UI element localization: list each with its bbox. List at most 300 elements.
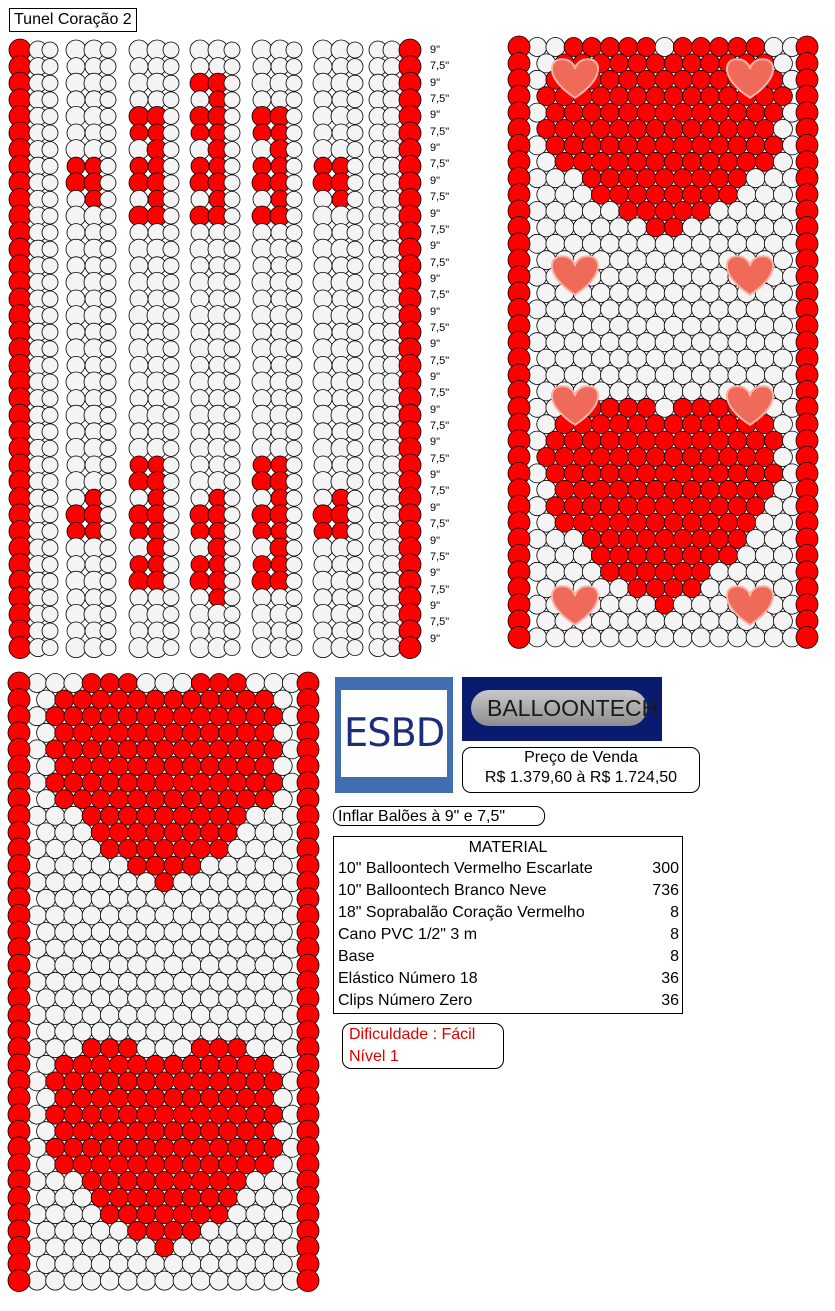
white-balloon bbox=[528, 38, 547, 57]
red-balloon bbox=[637, 38, 656, 57]
size-label: 7,5" bbox=[430, 289, 450, 302]
red-balloon bbox=[728, 530, 747, 549]
white-balloon bbox=[347, 75, 363, 91]
red-balloon bbox=[128, 1221, 147, 1240]
white-balloon bbox=[46, 1006, 65, 1025]
white-balloon bbox=[73, 1188, 92, 1207]
red-balloon bbox=[728, 497, 747, 516]
red-balloon bbox=[601, 398, 620, 417]
white-balloon bbox=[546, 530, 565, 549]
white-balloon bbox=[42, 274, 58, 290]
red-balloon bbox=[91, 823, 110, 842]
white-balloon bbox=[546, 234, 565, 253]
white-balloon bbox=[555, 316, 574, 335]
white-balloon bbox=[273, 1255, 292, 1274]
white-balloon bbox=[313, 372, 333, 392]
white-balloon bbox=[163, 557, 179, 573]
red-balloon bbox=[646, 546, 665, 565]
red-balloon bbox=[210, 1039, 229, 1058]
red-balloon bbox=[255, 757, 274, 776]
red-balloon bbox=[191, 707, 210, 726]
red-balloon bbox=[155, 740, 174, 759]
white-balloon bbox=[219, 1022, 238, 1041]
white-balloon bbox=[601, 366, 620, 385]
white-balloon bbox=[64, 972, 83, 991]
white-balloon bbox=[100, 440, 116, 456]
red-balloon bbox=[628, 87, 647, 106]
white-balloon bbox=[228, 1271, 247, 1290]
white-balloon bbox=[383, 605, 401, 623]
white-balloon bbox=[764, 366, 783, 385]
red-balloon bbox=[628, 415, 647, 434]
white-balloon bbox=[655, 267, 674, 286]
white-balloon bbox=[273, 856, 292, 875]
red-balloon bbox=[46, 740, 65, 759]
red-balloon bbox=[91, 790, 110, 809]
white-balloon bbox=[573, 349, 592, 368]
red-balloon bbox=[129, 206, 149, 226]
white-balloon bbox=[537, 415, 556, 434]
red-balloon bbox=[173, 806, 192, 825]
white-balloon bbox=[273, 723, 292, 742]
white-balloon bbox=[610, 382, 629, 401]
white-balloon bbox=[163, 507, 179, 523]
red-balloon bbox=[582, 136, 601, 155]
white-balloon bbox=[64, 906, 83, 925]
red-balloon bbox=[119, 1138, 138, 1157]
white-balloon bbox=[155, 972, 174, 991]
red-balloon bbox=[655, 530, 674, 549]
white-balloon bbox=[692, 595, 711, 614]
red-balloon bbox=[537, 448, 556, 467]
white-balloon bbox=[582, 234, 601, 253]
white-balloon bbox=[190, 272, 210, 292]
red-balloon bbox=[655, 103, 674, 122]
white-balloon bbox=[383, 307, 401, 325]
white-balloon bbox=[628, 316, 647, 335]
white-balloon bbox=[252, 438, 272, 458]
white-balloon bbox=[528, 366, 547, 385]
white-balloon bbox=[347, 241, 363, 257]
white-balloon bbox=[286, 490, 302, 506]
red-balloon bbox=[637, 169, 656, 188]
white-balloon bbox=[128, 923, 147, 942]
material-row bbox=[334, 858, 682, 880]
white-balloon bbox=[100, 407, 116, 423]
red-balloon bbox=[146, 790, 165, 809]
white-balloon bbox=[163, 490, 179, 506]
white-balloon bbox=[224, 640, 240, 656]
red-balloon bbox=[191, 674, 210, 693]
red-balloon bbox=[728, 431, 747, 450]
white-balloon bbox=[692, 628, 711, 647]
white-balloon bbox=[313, 438, 333, 458]
white-balloon bbox=[129, 405, 149, 425]
red-balloon bbox=[582, 169, 601, 188]
balloontech-logo bbox=[462, 677, 662, 741]
red-balloon bbox=[109, 1155, 128, 1174]
white-balloon bbox=[55, 856, 74, 875]
white-balloon bbox=[173, 674, 192, 693]
red-balloon bbox=[582, 38, 601, 57]
red-balloon bbox=[55, 757, 74, 776]
white-balloon bbox=[701, 612, 720, 631]
red-balloon bbox=[646, 448, 665, 467]
red-balloon bbox=[91, 1188, 110, 1207]
red-balloon bbox=[628, 185, 647, 204]
red-balloon bbox=[91, 1155, 110, 1174]
white-balloon bbox=[347, 324, 363, 340]
white-balloon bbox=[46, 972, 65, 991]
red-balloon bbox=[619, 38, 638, 57]
white-balloon bbox=[200, 889, 219, 908]
size-label: 9" bbox=[430, 76, 441, 89]
white-balloon bbox=[42, 357, 58, 373]
white-balloon bbox=[91, 989, 110, 1008]
red-balloon bbox=[601, 431, 620, 450]
white-balloon bbox=[528, 628, 547, 647]
red-balloon bbox=[701, 120, 720, 139]
size-label: 7,5" bbox=[430, 583, 450, 596]
white-balloon bbox=[163, 208, 179, 224]
size-label: 7,5" bbox=[430, 60, 450, 73]
white-balloon bbox=[710, 595, 729, 614]
size-label: 9" bbox=[430, 240, 441, 253]
white-balloon bbox=[55, 1022, 74, 1041]
white-balloon bbox=[246, 972, 265, 991]
red-balloon bbox=[210, 1172, 229, 1191]
white-balloon bbox=[673, 300, 692, 319]
material-row bbox=[334, 924, 682, 946]
white-balloon bbox=[252, 272, 272, 292]
white-balloon bbox=[773, 316, 792, 335]
white-balloon bbox=[224, 274, 240, 290]
red-balloon bbox=[673, 562, 692, 581]
white-balloon bbox=[383, 257, 401, 275]
white-balloon bbox=[313, 604, 333, 624]
red-balloon bbox=[646, 54, 665, 73]
white-balloon bbox=[528, 333, 547, 352]
red-balloon bbox=[182, 856, 201, 875]
white-balloon bbox=[37, 1221, 56, 1240]
red-balloon bbox=[537, 87, 556, 106]
white-balloon bbox=[237, 989, 256, 1008]
white-balloon bbox=[528, 103, 547, 122]
white-balloon bbox=[224, 258, 240, 274]
white-balloon bbox=[100, 92, 116, 108]
white-balloon bbox=[109, 1221, 128, 1240]
white-balloon bbox=[737, 185, 756, 204]
white-balloon bbox=[246, 1039, 265, 1058]
white-balloon bbox=[224, 523, 240, 539]
white-balloon bbox=[255, 823, 274, 842]
red-balloon bbox=[719, 87, 738, 106]
white-balloon bbox=[210, 972, 229, 991]
red-balloon bbox=[646, 87, 665, 106]
red-balloon bbox=[219, 1155, 238, 1174]
white-balloon bbox=[383, 506, 401, 524]
red-balloon bbox=[200, 757, 219, 776]
white-balloon bbox=[190, 306, 210, 326]
white-balloon bbox=[537, 284, 556, 303]
red-balloon bbox=[137, 740, 156, 759]
white-balloon bbox=[224, 191, 240, 207]
red-balloon bbox=[692, 464, 711, 483]
red-balloon bbox=[228, 1172, 247, 1191]
red-balloon bbox=[255, 1155, 274, 1174]
white-balloon bbox=[773, 448, 792, 467]
red-balloon bbox=[128, 1055, 147, 1074]
white-balloon bbox=[237, 1255, 256, 1274]
white-balloon bbox=[252, 339, 272, 359]
white-balloon bbox=[655, 333, 674, 352]
white-balloon bbox=[100, 424, 116, 440]
white-balloon bbox=[237, 1221, 256, 1240]
white-balloon bbox=[573, 316, 592, 335]
white-balloon bbox=[42, 108, 58, 124]
red-balloon bbox=[664, 415, 683, 434]
white-balloon bbox=[619, 300, 638, 319]
white-balloon bbox=[682, 349, 701, 368]
white-balloon bbox=[628, 382, 647, 401]
white-balloon bbox=[146, 956, 165, 975]
white-balloon bbox=[673, 267, 692, 286]
white-balloon bbox=[37, 1089, 56, 1108]
red-balloon bbox=[564, 136, 583, 155]
white-balloon bbox=[37, 690, 56, 709]
white-balloon bbox=[100, 208, 116, 224]
material-name: 18" Soprabalão Coração Vermelho bbox=[338, 904, 585, 921]
white-balloon bbox=[555, 349, 574, 368]
white-balloon bbox=[619, 628, 638, 647]
red-balloon bbox=[210, 1205, 229, 1224]
red-balloon bbox=[191, 773, 210, 792]
white-balloon bbox=[100, 1271, 119, 1290]
white-balloon bbox=[164, 889, 183, 908]
white-balloon bbox=[383, 522, 401, 540]
white-balloon bbox=[100, 507, 116, 523]
red-balloon bbox=[610, 480, 629, 499]
white-balloon bbox=[773, 284, 792, 303]
red-balloon bbox=[637, 136, 656, 155]
white-balloon bbox=[286, 191, 302, 207]
white-balloon bbox=[73, 856, 92, 875]
white-balloon bbox=[383, 323, 401, 341]
white-balloon bbox=[628, 284, 647, 303]
red-balloon bbox=[537, 120, 556, 139]
white-balloon bbox=[591, 218, 610, 237]
red-balloon bbox=[610, 513, 629, 532]
white-balloon bbox=[764, 497, 783, 516]
white-balloon bbox=[383, 273, 401, 291]
white-balloon bbox=[129, 604, 149, 624]
red-balloon bbox=[682, 54, 701, 73]
white-balloon bbox=[246, 873, 265, 892]
white-balloon bbox=[182, 1022, 201, 1041]
red-balloon bbox=[237, 757, 256, 776]
white-balloon bbox=[109, 956, 128, 975]
white-balloon bbox=[42, 324, 58, 340]
red-balloon bbox=[673, 38, 692, 57]
white-balloon bbox=[286, 523, 302, 539]
red-balloon bbox=[164, 1188, 183, 1207]
red-balloon bbox=[591, 448, 610, 467]
red-balloon bbox=[190, 206, 210, 226]
material-row bbox=[334, 946, 682, 968]
white-balloon bbox=[210, 1006, 229, 1025]
white-balloon bbox=[64, 1271, 83, 1290]
red-balloon bbox=[773, 87, 792, 106]
white-balloon bbox=[37, 1022, 56, 1041]
white-balloon bbox=[224, 573, 240, 589]
red-balloon bbox=[710, 103, 729, 122]
white-balloon bbox=[163, 308, 179, 324]
red-balloon bbox=[601, 464, 620, 483]
white-balloon bbox=[224, 308, 240, 324]
red-balloon bbox=[191, 1072, 210, 1091]
size-label: 9" bbox=[430, 305, 441, 318]
white-balloon bbox=[610, 284, 629, 303]
white-balloon bbox=[682, 382, 701, 401]
white-balloon bbox=[313, 306, 333, 326]
red-balloon bbox=[46, 707, 65, 726]
white-balloon bbox=[655, 366, 674, 385]
white-balloon bbox=[564, 300, 583, 319]
red-balloon bbox=[173, 707, 192, 726]
white-balloon bbox=[100, 175, 116, 191]
white-balloon bbox=[582, 333, 601, 352]
red-balloon bbox=[673, 136, 692, 155]
white-balloon bbox=[701, 579, 720, 598]
red-balloon bbox=[664, 54, 683, 73]
red-balloon bbox=[100, 707, 119, 726]
white-balloon bbox=[746, 562, 765, 581]
white-balloon bbox=[100, 241, 116, 257]
red-balloon bbox=[182, 1122, 201, 1141]
red-balloon bbox=[128, 1089, 147, 1108]
white-balloon bbox=[119, 972, 138, 991]
white-balloon bbox=[619, 234, 638, 253]
white-balloon bbox=[37, 956, 56, 975]
white-balloon bbox=[246, 1205, 265, 1224]
white-balloon bbox=[773, 120, 792, 139]
white-balloon bbox=[313, 206, 333, 226]
white-balloon bbox=[728, 628, 747, 647]
white-balloon bbox=[273, 1055, 292, 1074]
red-balloon bbox=[646, 152, 665, 171]
white-balloon bbox=[273, 956, 292, 975]
red-balloon bbox=[646, 120, 665, 139]
red-balloon bbox=[628, 480, 647, 499]
white-balloon bbox=[764, 202, 783, 221]
red-balloon bbox=[210, 707, 229, 726]
white-balloon bbox=[37, 856, 56, 875]
white-balloon bbox=[119, 939, 138, 958]
white-balloon bbox=[66, 372, 86, 392]
white-balloon bbox=[528, 530, 547, 549]
red-balloon bbox=[200, 1188, 219, 1207]
white-balloon bbox=[637, 300, 656, 319]
white-balloon bbox=[347, 573, 363, 589]
size-label: 7,5" bbox=[430, 191, 450, 204]
white-balloon bbox=[55, 1221, 74, 1240]
white-balloon bbox=[701, 284, 720, 303]
white-balloon bbox=[100, 374, 116, 390]
white-balloon bbox=[347, 142, 363, 158]
red-balloon bbox=[719, 185, 738, 204]
white-balloon bbox=[100, 490, 116, 506]
white-balloon bbox=[646, 251, 665, 270]
white-balloon bbox=[42, 440, 58, 456]
white-balloon bbox=[163, 573, 179, 589]
white-balloon bbox=[564, 169, 583, 188]
white-balloon bbox=[163, 108, 179, 124]
red-balloon bbox=[164, 1055, 183, 1074]
red-balloon bbox=[555, 480, 574, 499]
red-balloon bbox=[73, 1155, 92, 1174]
white-balloon bbox=[66, 604, 86, 624]
white-balloon bbox=[237, 1188, 256, 1207]
white-balloon bbox=[42, 225, 58, 241]
red-balloon bbox=[255, 790, 274, 809]
white-balloon bbox=[564, 333, 583, 352]
red-balloon bbox=[701, 185, 720, 204]
red-balloon bbox=[628, 448, 647, 467]
white-balloon bbox=[383, 74, 401, 92]
red-balloon bbox=[646, 480, 665, 499]
white-balloon bbox=[573, 185, 592, 204]
white-balloon bbox=[190, 40, 210, 60]
red-balloon bbox=[190, 571, 210, 591]
red-balloon bbox=[210, 1138, 229, 1157]
white-balloon bbox=[246, 906, 265, 925]
white-balloon bbox=[528, 431, 547, 450]
red-balloon bbox=[664, 87, 683, 106]
red-balloon bbox=[182, 1221, 201, 1240]
red-balloon bbox=[100, 1205, 119, 1224]
white-balloon bbox=[228, 939, 247, 958]
white-balloon bbox=[347, 557, 363, 573]
white-balloon bbox=[582, 562, 601, 581]
white-balloon bbox=[764, 234, 783, 253]
white-balloon bbox=[129, 306, 149, 326]
white-balloon bbox=[273, 1155, 292, 1174]
red-balloon bbox=[555, 513, 574, 532]
red-balloon bbox=[64, 773, 83, 792]
white-balloon bbox=[190, 239, 210, 259]
white-balloon bbox=[129, 339, 149, 359]
price-box bbox=[462, 747, 700, 793]
red-balloon bbox=[637, 70, 656, 89]
material-name: Base bbox=[338, 948, 375, 965]
white-balloon bbox=[347, 374, 363, 390]
white-balloon bbox=[664, 316, 683, 335]
red-balloon bbox=[637, 103, 656, 122]
white-balloon bbox=[719, 316, 738, 335]
white-balloon bbox=[701, 349, 720, 368]
red-balloon bbox=[582, 431, 601, 450]
material-name: Cano PVC 1/2" 3 m bbox=[338, 926, 478, 943]
white-balloon bbox=[273, 1221, 292, 1240]
white-balloon bbox=[764, 562, 783, 581]
red-balloon bbox=[764, 103, 783, 122]
white-balloon bbox=[200, 923, 219, 942]
white-balloon bbox=[228, 972, 247, 991]
red-balloon bbox=[64, 1138, 83, 1157]
white-balloon bbox=[66, 239, 86, 259]
white-balloon bbox=[42, 92, 58, 108]
red-balloon bbox=[682, 415, 701, 434]
